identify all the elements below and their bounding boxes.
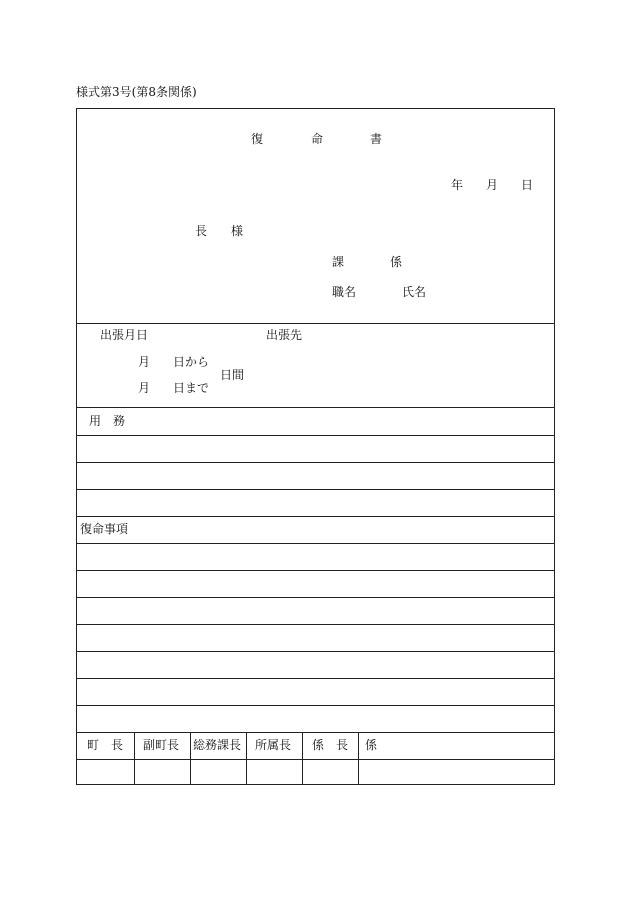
sender-kakari-label: 係	[390, 255, 403, 269]
approval-label-staff: 係	[365, 738, 378, 752]
form-number-label: 様式第3号(第8条関係)	[76, 85, 197, 99]
trip-destination-label: 出張先	[266, 328, 303, 342]
row-line	[77, 597, 554, 598]
approval-label-section-chief: 係 長	[312, 738, 349, 752]
row-line	[77, 624, 554, 625]
trip-from-day: 日から	[173, 355, 210, 369]
title-char-1: 復	[251, 132, 264, 146]
row-line	[77, 435, 554, 436]
approval-label-mayor: 町 長	[87, 738, 124, 752]
approval-divider	[77, 732, 554, 733]
business-label: 用 務	[89, 414, 126, 428]
approval-column-line	[358, 732, 359, 785]
report-items-label: 復命事項	[80, 522, 129, 536]
approval-row-line	[77, 759, 554, 760]
row-line	[77, 651, 554, 652]
row-line	[77, 705, 554, 706]
section-divider	[77, 516, 554, 517]
row-line	[77, 489, 554, 490]
trip-to-month: 月	[138, 381, 151, 395]
approval-column-line	[190, 732, 191, 785]
trip-dates-label: 出張月日	[100, 328, 149, 342]
approval-column-line	[134, 732, 135, 785]
date-year-label: 年	[451, 178, 464, 192]
approval-column-line	[246, 732, 247, 785]
row-line	[77, 570, 554, 571]
row-line	[77, 678, 554, 679]
title-char-3: 書	[370, 132, 383, 146]
row-line	[77, 543, 554, 544]
report-form-frame	[76, 108, 555, 785]
sender-shimei-label: 氏名	[402, 285, 427, 299]
date-month-label: 月	[486, 178, 499, 192]
approval-label-deputy-mayor: 副町長	[143, 738, 180, 752]
sender-shokumei-label: 職名	[332, 285, 357, 299]
addressee-cho-label: 長	[195, 224, 208, 238]
title-char-2: 命	[311, 132, 324, 146]
addressee-sama-label: 様	[231, 224, 244, 238]
sender-ka-label: 課	[332, 255, 345, 269]
trip-from-month: 月	[138, 355, 151, 369]
trip-days-label: 日間	[220, 368, 245, 382]
section-divider	[77, 323, 554, 324]
row-line	[77, 462, 554, 463]
approval-label-department-head: 所属長	[255, 738, 292, 752]
trip-to-day: 日まで	[173, 381, 210, 395]
approval-column-line	[302, 732, 303, 785]
section-divider	[77, 407, 554, 408]
approval-label-general-affairs-chief: 総務課長	[193, 738, 242, 752]
date-day-label: 日	[521, 178, 534, 192]
